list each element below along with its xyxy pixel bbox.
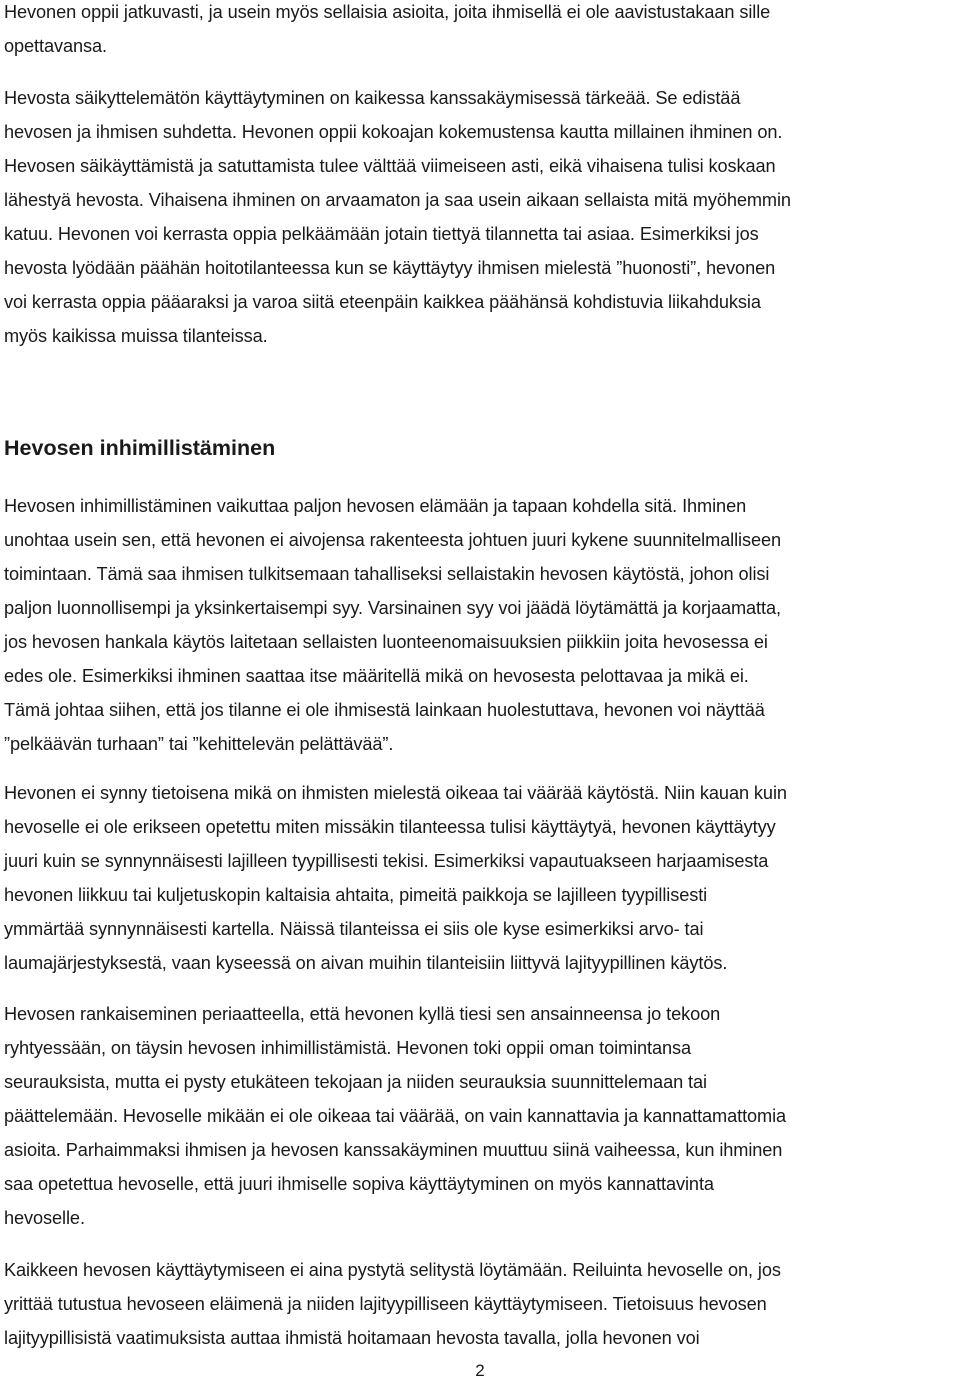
paragraph-punishment xyxy=(4,997,956,1235)
text-line: laumajärjestyksestä, vaan kyseessä on aivan muihin tilanteisiin liittyvä lajityypillinen käytös. xyxy=(4,953,728,973)
section-heading: Hevosen inhimillistäminen xyxy=(4,436,276,460)
text-line: seurauksista, mutta ei pysty etukäteen tekojaan ja niiden seurauksia suunnittelemaan tai xyxy=(4,1072,707,1092)
paragraph-understanding xyxy=(4,1253,956,1355)
text-line: ymmärtää synnynnäisesti kartella. Näissä tilanteissa ei siis ole kyse esimerkiksi arvo- tai xyxy=(4,919,704,939)
text-line: myös kaikissa muissa tilanteissa. xyxy=(4,326,268,346)
text-line: Tämä johtaa siihen, että jos tilanne ei ole ihmisestä lainkaan huolestuttava, hevonen voi näyttää xyxy=(4,700,765,720)
text-line: saa opetettua hevoselle, että juuri ihmiselle sopiva käyttäytyminen on myös kannattavinta xyxy=(4,1174,714,1194)
paragraph-humanization xyxy=(4,489,956,761)
text-line: edes ole. Esimerkiksi ihminen saattaa itse määritellä mikä on hevosesta pelottavaa ja mikä ei. xyxy=(4,666,749,686)
text-line: ryhtyessään, on täysin hevosen inhimillistämistä. Hevonen toki oppii oman toimintansa xyxy=(4,1038,692,1058)
text-line: Hevosen säikäyttämistä ja satuttamista tulee välttää viimeiseen asti, eikä vihaisena tulisi koskaan xyxy=(4,156,776,176)
text-line: hevoselle. xyxy=(4,1208,85,1228)
text-line: Hevonen oppii jatkuvasti, ja usein myös sellaisia asioita, joita ihmisellä ei ole aavistustakaan sille xyxy=(4,2,771,22)
text-line: Hevosen inhimillistäminen vaikuttaa paljon hevosen elämään ja tapaan kohdella sitä. Ihminen xyxy=(4,496,747,516)
text-line: voi kerrasta oppia pääaraksi ja varoa siitä eteenpäin kaikkea päähänsä kohdistuvia liikahduksia xyxy=(4,292,761,312)
paragraph-behaviour xyxy=(4,81,956,353)
text-line: yrittää tutustua hevoseen eläimenä ja niiden lajityypilliseen käyttäytymiseen. Tietoisuus hevosen xyxy=(4,1294,767,1314)
text-line: juuri kuin se synnynnäisesti lajilleen tyypillisesti tekisi. Esimerkiksi vapautuakseen harjaamisesta xyxy=(4,851,769,871)
text-line: Hevosen rankaiseminen periaatteella, että hevonen kyllä tiesi sen ansainneensa jo tekoon xyxy=(4,1004,721,1024)
text-line: paljon luonnollisempi ja yksinkertaisempi syy. Varsinainen syy voi jäädä löytämättä ja korjaamatta, xyxy=(4,598,781,618)
text-line: hevonen liikkuu tai kuljetuskopin kaltaisia ahtaita, pimeitä paikkoja se lajilleen tyypillisesti xyxy=(4,885,708,905)
text-line: hevosta lyödään päähän hoitotilanteessa kun se käyttäytyy ihmisen mielestä ”huonosti”, hevonen xyxy=(4,258,776,278)
text-line: jos hevosen hankala käytös laitetaan sellaisten luonteenomaisuuksien piikkiin joita hevosessa ei xyxy=(4,632,768,652)
text-line: päättelemään. Hevoselle mikään ei ole oikeaa tai väärää, on vain kannattavia ja kannattamattomia xyxy=(4,1106,787,1126)
text-line: ”pelkäävän turhaan” tai ”kehittelevän pelättävää”. xyxy=(4,734,394,754)
text-line: opettavansa. xyxy=(4,36,107,56)
text-line: Kaikkeen hevosen käyttäytymiseen ei aina pystytä selitystä löytämään. Reiluinta hevoselle on, jos xyxy=(4,1260,781,1280)
text-line: Hevonen ei synny tietoisena mikä on ihmisten mielestä oikeaa tai väärää käytöstä. Niin kauan kuin xyxy=(4,783,787,803)
text-line: katuu. Hevonen voi kerrasta oppia pelkäämään jotain tiettyä tilannetta tai asiaa. Esimerkiksi jos xyxy=(4,224,759,244)
paragraph-intro xyxy=(4,0,956,63)
text-line: Hevosta säikyttelemätön käyttäytyminen on kaikessa kanssakäymisessä tärkeää. Se edistää xyxy=(4,88,741,108)
page-number: 2 xyxy=(475,1361,485,1380)
paragraph-innate-behaviour xyxy=(4,776,956,980)
text-line: asioita. Parhaimmaksi ihmisen ja hevosen kanssakäyminen muuttuu siinä vaiheessa, kun ihminen xyxy=(4,1140,783,1160)
text-line: hevoselle ei ole erikseen opetettu miten missäkin tilanteessa tulisi käyttäytyä, hevonen käyttäytyy xyxy=(4,817,776,837)
text-line: unohtaa usein sen, että hevonen ei aivojensa rakenteesta johtuen juuri kykene suunnitelmalliseen xyxy=(4,530,782,550)
text-line: hevosen ja ihmisen suhdetta. Hevonen oppii kokoajan kokemustensa kautta millainen ihminen on. xyxy=(4,122,783,142)
text-line: lajityypillisistä vaatimuksista auttaa ihmistä hoitamaan hevosta tavalla, jolla hevonen voi xyxy=(4,1328,700,1348)
text-line: toimintaan. Tämä saa ihmisen tulkitsemaan tahalliseksi sellaistakin hevosen käytöstä, johon olisi xyxy=(4,564,770,584)
text-line: lähestyä hevosta. Vihaisena ihminen on arvaamaton ja saa usein aikaan sellaista mitä myöhemmin xyxy=(4,190,791,210)
